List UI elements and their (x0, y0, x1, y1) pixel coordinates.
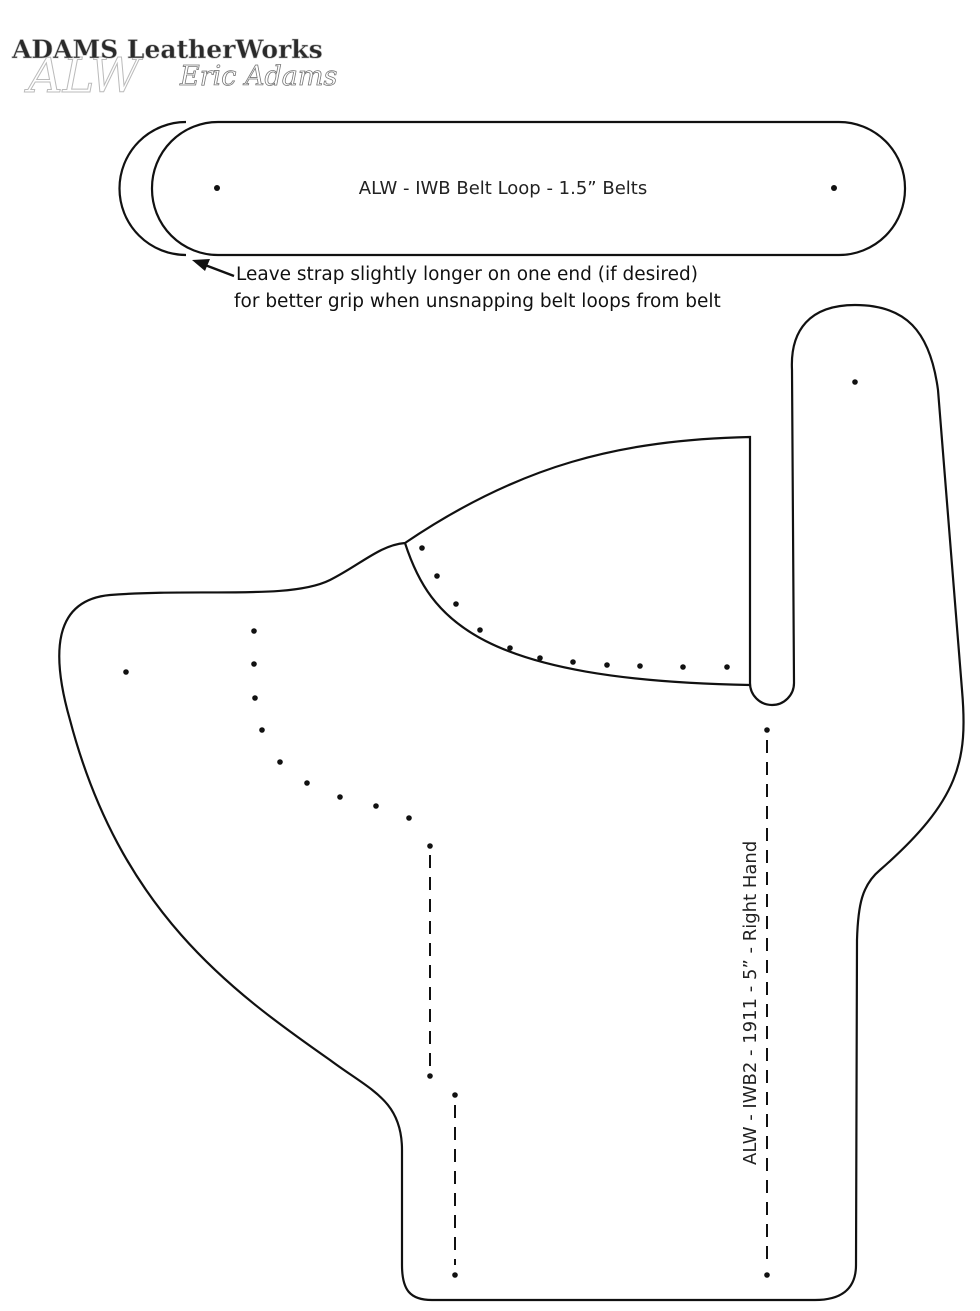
stitch-hole (434, 573, 440, 579)
stitch-hole (637, 663, 643, 669)
logo-brand: ADAMS LeatherWorks (12, 35, 323, 64)
holster-piece (59, 305, 963, 1300)
note (192, 259, 721, 312)
note-line-2: for better grip when unsnapping belt loops from belt (234, 291, 721, 312)
stitch-hole (507, 645, 513, 651)
stitch-hole (259, 727, 265, 733)
belt-loop-label: ALW - IWB Belt Loop - 1.5” Belts (358, 178, 648, 199)
note-line-1: Leave strap slightly longer on one end (if desired) (236, 264, 698, 285)
stitch-hole (251, 628, 257, 634)
stitch-hole (277, 759, 283, 765)
stitch-hole (680, 664, 686, 670)
arrow-line (205, 265, 234, 276)
stitch-hole (419, 545, 425, 551)
flap-fold-line (405, 543, 750, 685)
stitch-hole (453, 601, 459, 607)
stitch-hole (251, 661, 257, 667)
stitch-hole (452, 1092, 458, 1098)
belt-loop-piece (120, 122, 906, 255)
stitch-hole (304, 780, 310, 786)
stitch-hole (427, 843, 433, 849)
stitch-hole (373, 803, 379, 809)
stitch-hole (337, 794, 343, 800)
stitch-hole (123, 669, 129, 675)
holster-label: ALW - IWB2 - 1911 - 5” - Right Hand (740, 840, 761, 1165)
stitch-hole (427, 1073, 433, 1079)
stitch-hole (764, 1272, 770, 1278)
stitch-hole (764, 727, 770, 733)
snap-hole (831, 185, 837, 191)
logo (11, 35, 337, 104)
stitch-hole (604, 662, 610, 668)
stitch-hole (537, 655, 543, 661)
stitch-hole (452, 1272, 458, 1278)
stitch-hole (406, 815, 412, 821)
holster-outline (59, 305, 963, 1300)
stitch-hole (477, 627, 483, 633)
snap-hole (214, 185, 220, 191)
stitch-hole (852, 379, 858, 385)
arrow-head-icon (192, 259, 210, 271)
stitch-hole (724, 664, 730, 670)
logo-monogram: ALW (28, 48, 140, 104)
logo-signature: Eric Adams (180, 61, 338, 92)
stitch-hole (252, 695, 258, 701)
fold-guides (430, 740, 767, 1265)
stitch-hole (570, 659, 576, 665)
